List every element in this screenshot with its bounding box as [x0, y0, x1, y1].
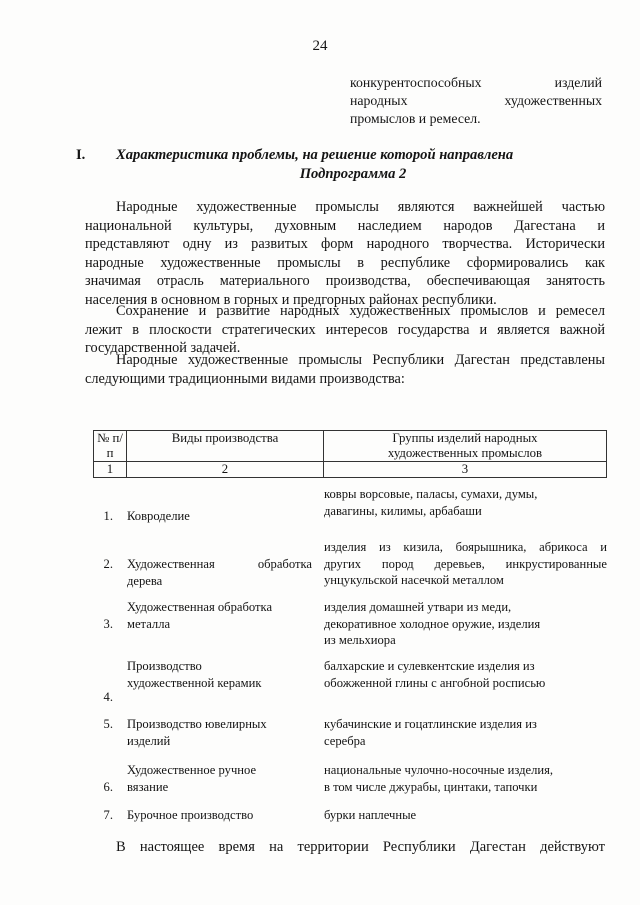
paragraph-line: значимая отрасль материального производства, обеспечивающая занятость: [85, 273, 605, 290]
section-title-line1: Характеристика проблемы, на решение которой направлена: [116, 147, 514, 163]
section-title-line2: Подпрограмма 2: [299, 166, 407, 182]
table-row-number: 3.: [103, 617, 113, 631]
table-row-groups: [324, 486, 607, 519]
groups-line: бурки наплечные: [324, 808, 417, 822]
name-line: вязание: [127, 779, 169, 794]
name-line: Производство: [127, 659, 202, 673]
subprogram-title: [350, 74, 602, 128]
paragraph-line: В настоящее время на территории Республики Дагестан действуют: [116, 839, 605, 855]
table-row-groups: [324, 599, 607, 649]
subprogram-title-line: промыслов и ремесел.: [350, 111, 481, 126]
groups-line: декоративное холодное оружие, изделия: [324, 616, 541, 631]
paragraph-line: Сохранение и развитие народных художественных промыслов и ремесел: [116, 303, 605, 319]
table-row-number: 1.: [103, 509, 113, 523]
name-line: художественной керамик: [127, 675, 262, 690]
index-cell: 3: [324, 462, 607, 478]
table-row-groups: [324, 716, 607, 749]
paragraph-1: [85, 198, 605, 310]
table-row-groups: [324, 762, 607, 795]
paragraph-line: народные художественные промыслы в республике сформировались как: [85, 254, 605, 271]
paragraph-line: национальной культуры, духовным наследием народов Дагестана и: [85, 217, 605, 234]
groups-line: балхарские и сулевкентские изделия из: [324, 659, 535, 673]
name-line: изделий: [127, 733, 171, 748]
table-row-number: 6.: [103, 780, 113, 794]
groups-line: серебра: [324, 733, 366, 748]
name-line: Художественное ручное: [127, 763, 257, 777]
paragraph-line: государственной задачей.: [85, 340, 241, 357]
paragraph-2: [85, 302, 605, 358]
paragraph-3: [85, 351, 605, 388]
section-numeral: I.: [76, 147, 86, 163]
name-line: дерева: [127, 573, 163, 588]
table-row-number: 2.: [103, 557, 113, 571]
name-line: Художественная обработка: [127, 600, 273, 614]
production-table-header: [93, 430, 607, 478]
name-line: Бурочное производство: [127, 808, 254, 822]
table-row-name: [127, 807, 312, 824]
groups-line: ковры ворсовые, паласы, сумахи, думы,: [324, 487, 538, 501]
closing-paragraph: [85, 838, 605, 857]
table-row-name: [127, 658, 312, 691]
groups-line: кубачинские и гоцатлинские изделия из: [324, 717, 537, 731]
header-cell-kind: Виды производства: [127, 431, 324, 462]
groups-line: обожженной глины с ангобной росписью: [324, 675, 546, 690]
table-row-groups: [324, 658, 607, 691]
groups-line: в том числе джурабы, цинтаки, тапочки: [324, 779, 538, 794]
groups-line: унцукульской насечкой металлом: [324, 573, 504, 588]
name-line: Художественная обработка: [127, 557, 312, 571]
groups-line: национальные чулочно-носочные изделия,: [324, 763, 554, 777]
table-row-name: [127, 716, 312, 749]
paragraph-line: следующими традиционными видами производства:: [85, 370, 405, 387]
paragraph-line: лежит в плоскости стратегических интересов государства и является важной: [85, 321, 605, 338]
table-row-name: [127, 556, 312, 589]
page-number: 24: [312, 38, 328, 54]
index-cell: 2: [127, 462, 324, 478]
paragraph-line: Народные художественные промыслы являются важнейшей частью: [116, 199, 605, 215]
subprogram-title-line: народных художественных: [350, 93, 602, 108]
paragraph-line: представляют одну из развитых форм народного творчества. Исторически: [85, 236, 605, 253]
groups-line: других пород деревьев, инкрустированные: [324, 556, 607, 571]
groups-line: из мельхиора: [324, 633, 396, 648]
table-row-number: 7.: [103, 808, 113, 822]
table-row-name: [127, 599, 312, 632]
table-row-number: 5.: [103, 717, 113, 731]
table-row-name: [127, 508, 312, 525]
paragraph-line: населения в основном в горных и предгорных районах республики.: [85, 291, 497, 308]
groups-line: давагины, килимы, арбабаши: [324, 503, 482, 518]
groups-line: изделия из кизила, боярышника, абрикоса и: [324, 540, 607, 554]
table-row-groups: [324, 539, 607, 589]
table-row-groups: [324, 807, 607, 824]
name-line: металла: [127, 616, 171, 631]
groups-line: изделия домашней утвари из меди,: [324, 600, 512, 614]
table-row-name: [127, 762, 312, 795]
table-row-number: 4.: [103, 690, 113, 704]
header-cell-groups: Группы изделий народных художественных промыслов: [324, 431, 607, 462]
paragraph-line: Народные художественные промыслы Республики Дагестан представлены: [116, 352, 605, 368]
index-cell: 1: [94, 462, 127, 478]
subprogram-title-line: конкурентоспособных изделий: [350, 75, 602, 90]
name-line: Ковроделие: [127, 509, 190, 523]
section-heading: [76, 146, 600, 184]
header-cell-number: № п/п: [94, 431, 127, 462]
name-line: Производство ювелирных: [127, 717, 267, 731]
